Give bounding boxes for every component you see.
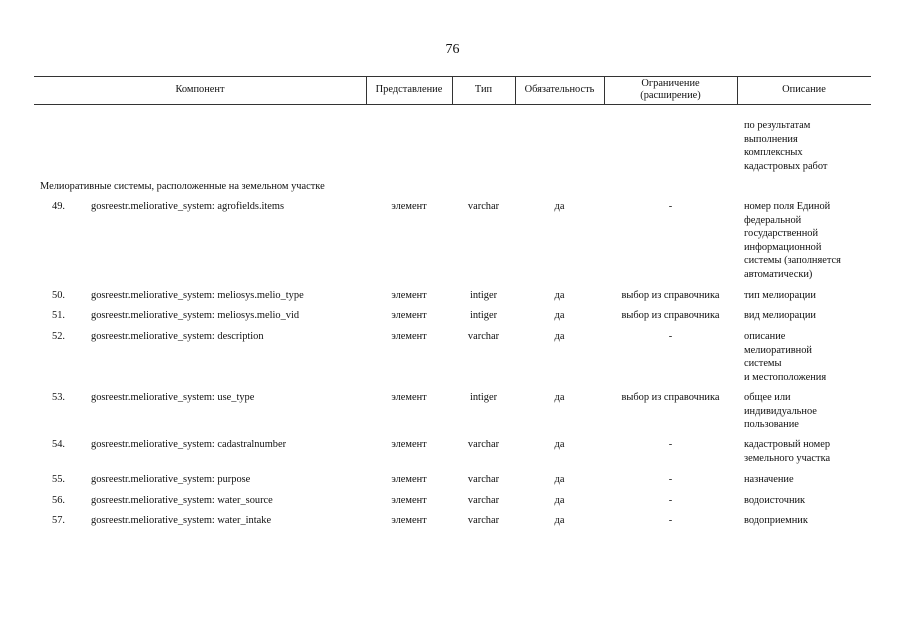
row-type: varchar [467, 474, 500, 485]
row-mandatory: да [554, 439, 565, 450]
row-description: номер поля Единой федеральной государственной информационной системы (заполняется автоматически) [744, 201, 841, 280]
row-constraint: - [668, 474, 673, 485]
row-component: gosreestr.meliorative_system: water_source [91, 495, 273, 506]
row-number: 53. [52, 392, 65, 403]
row-description: водоисточник [744, 495, 806, 506]
header-description: Описание [782, 84, 826, 95]
row-constraint: выбор из справочника [621, 310, 720, 321]
row-type: varchar [467, 439, 500, 450]
header-mandatory: Обязательность [524, 84, 595, 95]
row-type: varchar [467, 201, 500, 212]
row-constraint: выбор из справочника [621, 290, 720, 301]
row-description: описание мелиоративной системы и местоположения [744, 331, 827, 383]
row-constraint: - [668, 439, 673, 450]
header-component: Компонент [175, 84, 225, 95]
row-component: gosreestr.meliorative_system: water_intake [91, 515, 272, 526]
row-representation: элемент [391, 474, 427, 485]
row-number: 50. [52, 290, 65, 301]
row-description: вид мелиорации [744, 310, 816, 321]
row-mandatory: да [554, 331, 565, 342]
row-description: назначение [744, 474, 794, 485]
row-representation: элемент [391, 331, 427, 342]
row-type: intiger [469, 392, 498, 403]
row-representation: элемент [391, 201, 427, 212]
row-mandatory: да [554, 310, 565, 321]
row-description: водоприемник [744, 515, 808, 526]
row-mandatory: да [554, 515, 565, 526]
header-constraint-line2: (расширение) [640, 90, 701, 101]
row-description: общее или индивидуальное пользование [744, 392, 817, 431]
row-mandatory: да [554, 290, 565, 301]
row-mandatory: да [554, 495, 565, 506]
row-number: 49. [52, 201, 65, 212]
row-constraint: выбор из справочника [621, 392, 720, 403]
row-type: varchar [467, 495, 500, 506]
row-type: varchar [467, 515, 500, 526]
row-representation: элемент [391, 310, 427, 321]
table-header-bottom-rule [34, 104, 871, 105]
row-component: gosreestr.meliorative_system: cadastralnumber [91, 439, 287, 450]
row-description: кадастровый номер земельного участка [744, 439, 831, 464]
header-constraint [604, 78, 737, 102]
page-number: 76 [445, 42, 460, 57]
section-title: Мелиоративные системы, расположенные на земельном участке [40, 181, 325, 192]
header-representation: Представление [375, 84, 443, 95]
row-constraint: - [668, 331, 673, 342]
row-number: 57. [52, 515, 65, 526]
row-description: тип мелиорации [744, 290, 816, 301]
row-representation: элемент [391, 439, 427, 450]
row-type: intiger [469, 290, 498, 301]
row-mandatory: да [554, 392, 565, 403]
row-component: gosreestr.meliorative_system: agrofields.items [91, 201, 285, 212]
row-representation: элемент [391, 290, 427, 301]
row-number: 54. [52, 439, 65, 450]
row-representation: элемент [391, 495, 427, 506]
row-number: 51. [52, 310, 65, 321]
row-number: 55. [52, 474, 65, 485]
row-mandatory: да [554, 201, 565, 212]
row-constraint: - [668, 515, 673, 526]
row-component: gosreestr.meliorative_system: meliosys.melio_type [91, 290, 304, 301]
row-mandatory: да [554, 474, 565, 485]
header-type: Тип [474, 84, 493, 95]
row-component: gosreestr.meliorative_system: meliosys.melio_vid [91, 310, 300, 321]
row-component: gosreestr.meliorative_system: use_type [91, 392, 255, 403]
row-number: 52. [52, 331, 65, 342]
row-type: intiger [469, 310, 498, 321]
row-number: 56. [52, 495, 65, 506]
row-representation: элемент [391, 392, 427, 403]
continuation-description: по результатам выполнения комплексных кадастровых работ [744, 120, 828, 172]
row-constraint: - [668, 495, 673, 506]
row-representation: элемент [391, 515, 427, 526]
row-component: gosreestr.meliorative_system: description [91, 331, 264, 342]
row-component: gosreestr.meliorative_system: purpose [91, 474, 251, 485]
row-type: varchar [467, 331, 500, 342]
row-constraint: - [668, 201, 673, 212]
header-constraint-line1: Ограничение [641, 78, 700, 89]
